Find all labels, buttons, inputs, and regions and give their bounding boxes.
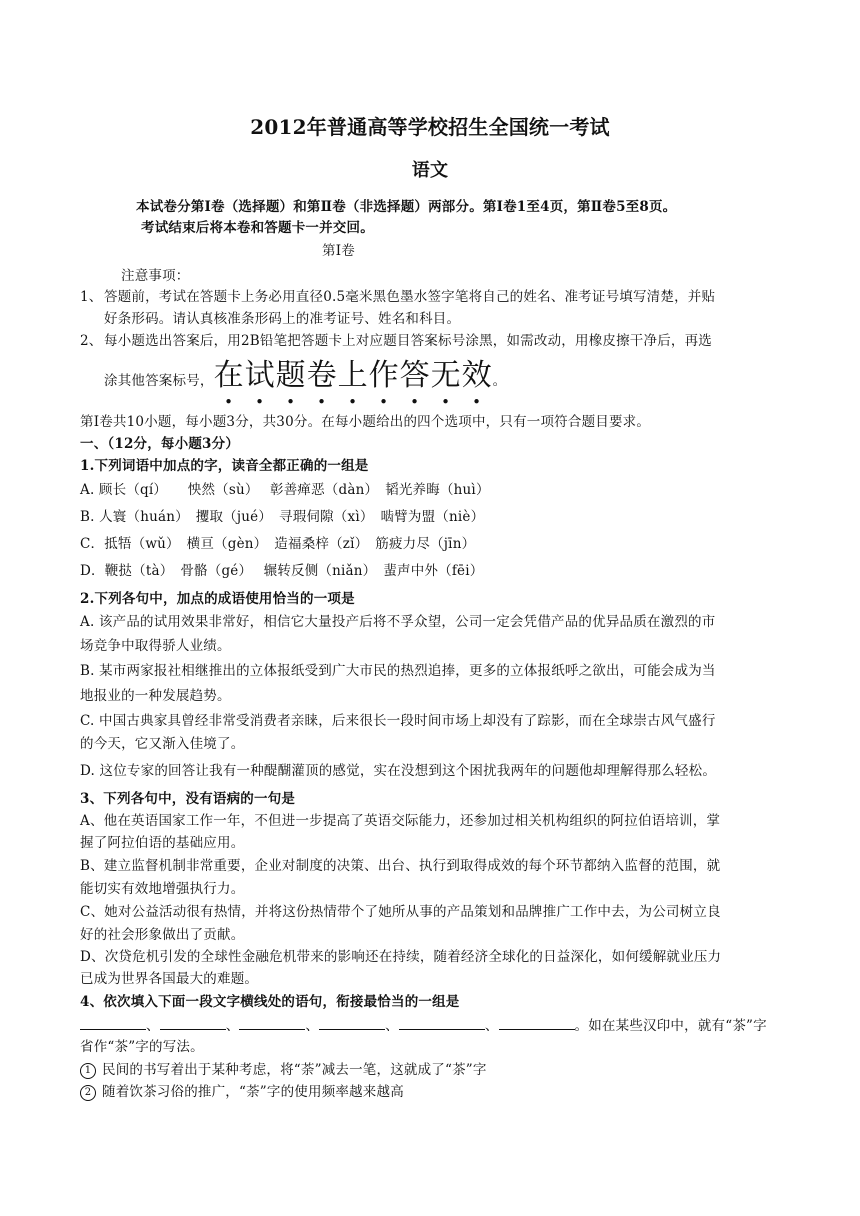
note-1-number: 1、 bbox=[80, 289, 103, 305]
section-info: 第Ⅰ卷共10小题，每小题3分，共30分。在每小题给出的四个选项中，只有一项符合题目要求。 bbox=[80, 414, 651, 430]
note-2-line-2-text: 涂其他答案标号， bbox=[104, 373, 214, 389]
q4-blank-4 bbox=[319, 1015, 385, 1030]
q4-after-blanks: 。如在某些汉印中，就有“茶”字 bbox=[574, 1018, 767, 1034]
volume-label: 第Ⅰ卷 bbox=[322, 243, 355, 259]
q2-option-a-line-2: 场竞争中取得骄人业绩。 bbox=[80, 638, 231, 654]
note-2-end: 。 bbox=[492, 373, 507, 389]
q1-option-c: C．抵牾（wǔ） 横亘（gèn） 造福桑梓（zǐ） 筋疲力尽（jīn） bbox=[80, 536, 476, 552]
q2-stem: 2.下列各句中，加点的成语使用恰当的一项是 bbox=[80, 591, 355, 607]
q3-stem: 3、下列各句中，没有语病的一句是 bbox=[80, 791, 296, 807]
q4-separator: 、 bbox=[225, 1018, 240, 1034]
intro-line-2: 考试结束后将本卷和答题卡一并交回。 bbox=[141, 220, 374, 236]
subject-title: 语文 bbox=[411, 160, 449, 181]
invalid-answer-warning: 在试题卷上作答无效 bbox=[213, 358, 493, 393]
q2-option-c-line-2: 的今天，它又渐入佳境了。 bbox=[80, 736, 245, 752]
q3-option-c-line-2: 好的社会形象做出了贡献。 bbox=[80, 927, 245, 943]
q4-separator: 、 bbox=[385, 1018, 399, 1034]
note-2-line-1: 每小题选出答案后，用2B铅笔把答题卡上对应题目答案标号涂黑，如需改动，用橡皮擦干净后，再选 bbox=[104, 333, 713, 349]
q4-option-1-text: 民间的书写着出于某种考虑，将“荼”减去一笔，这就成了“茶”字 bbox=[102, 1062, 487, 1078]
q2-option-a-line-1: A. 该产品的试用效果非常好，相信它大量投产后将不孚众望，公司一定会凭借产品的优异品质在激烈的市 bbox=[80, 614, 716, 630]
q3-option-a-line-1: A、他在英语国家工作一年，不但进一步提高了英语交际能力，还参加过相关机构组织的阿拉伯语培训，掌 bbox=[80, 813, 721, 829]
q3-option-b-line-1: B、建立监督机制非常重要，企业对制度的决策、出台、执行到取得成效的每个环节都纳入监督的范围，就 bbox=[80, 858, 721, 874]
q3-option-d-line-2: 已成为世界各国最大的难题。 bbox=[80, 971, 259, 987]
q4-blanks-line bbox=[80, 1015, 767, 1036]
note-1-line-2: 好条形码。请认真核准条形码上的准考证号、姓名和科目。 bbox=[104, 311, 461, 327]
q2-option-b-line-2: 地报业的一种发展趋势。 bbox=[80, 688, 231, 704]
q4-line-2: 省作“茶”字的写法。 bbox=[80, 1039, 204, 1055]
q1-stem: 1.下列词语中加点的字，读音全都正确的一组是 bbox=[80, 458, 369, 474]
q2-option-b-line-1: B. 某市两家报社相继推出的立体报纸受到广大市民的热烈追捧，更多的立体报纸呼之欲出，可能会成为当 bbox=[80, 663, 716, 679]
q4-separator: 、 bbox=[484, 1018, 499, 1034]
q1-option-d: D．鞭挞（tà） 骨骼（gé） 辗转反侧（niǎn） 蜚声中外（fēi） bbox=[80, 563, 484, 579]
section-heading: 一、（12分，每小题3分） bbox=[80, 436, 240, 452]
q1-option-b: B. 人寰（huán） 攫取（jué） 寻瑕伺隙（xì） 啮臂为盟（niè） bbox=[80, 509, 485, 525]
q4-blank-6 bbox=[499, 1015, 575, 1030]
q4-blank-2 bbox=[160, 1015, 226, 1030]
exam-title: 2012年普通高等学校招生全国统一考试 bbox=[250, 115, 610, 139]
note-1-line-1: 答题前，考试在答题卡上务必用直径0.5毫米黑色墨水签字笔将自己的姓名、准考证号填写清楚，并贴 bbox=[104, 289, 716, 305]
q1-option-a: A. 顾长（qí） 怏然（sù） 彰善瘅恶（dàn） 韬光养晦（huì） bbox=[80, 482, 490, 498]
q2-option-c-line-1: C. 中国古典家具曾经非常受消费者亲睐，后来很长一段时间市场上却没有了踪影，而在全球崇古风气盛行 bbox=[80, 713, 716, 729]
q2-option-d-line-1: D. 这位专家的回答让我有一种醍醐灌顶的感觉，实在没想到这个困扰我两年的问题他却理解得那么轻松。 bbox=[80, 763, 717, 779]
circled-number-1: 1 bbox=[80, 1063, 96, 1079]
intro-line-1: 本试卷分第Ⅰ卷（选择题）和第Ⅱ卷（非选择题）两部分。第Ⅰ卷1至4页，第Ⅱ卷5至8页。 bbox=[136, 199, 677, 215]
q4-separator: 、 bbox=[305, 1018, 320, 1034]
q4-option-2-text: 随着饮茶习俗的推广，“荼”字的使用频率越来越高 bbox=[102, 1084, 404, 1100]
q3-option-a-line-2: 握了阿拉伯语的基础应用。 bbox=[80, 835, 245, 851]
q4-stem: 4、依次填入下面一段文字横线处的语句，衔接最恰当的一组是 bbox=[80, 994, 460, 1010]
q4-blank-1 bbox=[80, 1015, 146, 1030]
note-2-line-2 bbox=[104, 358, 506, 411]
q3-option-c-line-1: C、她对公益活动很有热情，并将这份热情带个了她所从事的产品策划和品牌推广工作中去，为公司树立良 bbox=[80, 904, 721, 920]
q3-option-b-line-2: 能切实有效地增强执行力。 bbox=[80, 881, 245, 897]
note-2-number: 2、 bbox=[80, 333, 103, 349]
q4-blank-5 bbox=[399, 1015, 485, 1030]
circled-number-2: 2 bbox=[80, 1085, 96, 1101]
q4-separator: 、 bbox=[146, 1018, 160, 1034]
notes-heading: 注意事项： bbox=[121, 268, 190, 284]
q4-option-1 bbox=[80, 1060, 487, 1080]
q4-option-2 bbox=[80, 1082, 404, 1102]
q4-blank-3 bbox=[239, 1015, 305, 1030]
q3-option-d-line-1: D、次贷危机引发的全球性金融危机带来的影响还在持续，随着经济全球化的日益深化，如何缓解就业压力 bbox=[80, 949, 722, 965]
